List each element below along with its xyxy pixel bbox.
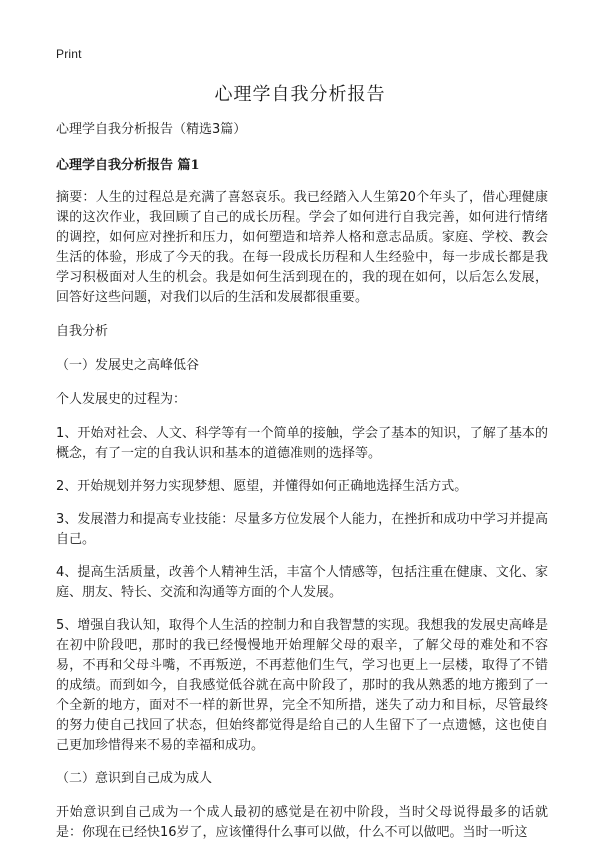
process-intro: 个人发展史的过程为： xyxy=(56,392,187,407)
document-subtitle: 心理学自我分析报告（精选3篇） xyxy=(56,122,247,137)
self-analysis-heading: 自我分析 xyxy=(56,324,109,339)
last-paragraph: 开始意识到自己成为一个成人最初的感觉是在初中阶段，当时父母说得最多的话就是：你现在已经快16岁了，应该懂得什么事可以做，什么不可以做吧。当时一听这 xyxy=(56,805,548,840)
list-item: 2、开始规划并努力实现梦想、愿望，并懂得如何正确地选择生活方式。 xyxy=(56,479,468,494)
abstract-paragraph: 摘要：人生的过程总是充满了喜怒哀乐。我已经踏入人生第20个年头了，借心理健康课的这次作业，我回顾了自己的成长历程。学会了如何进行自我完善，如何进行情绪的调控，如何应对挫折和压力，如何塑造和培养人格和意志品质。家庭、学校、教会生活的体验，形成了今天的我。在每一段成长历程和人生经验中，每一步成长都是我学习积极面对人生的机会。我是如何生活到现在的，我的现在如何，以后怎么发展，回答好这些问题，对我们以后的生活和发展都很重要。 xyxy=(56,190,548,305)
list-item: 3、发展潜力和提高专业技能：尽量多方位发展个人能力，在挫折和成功中学习并提高自己。 xyxy=(56,512,548,547)
list-item: 5、增强自我认知，取得个人生活的控制力和自我智慧的实现。我想我的发展史高峰是在初中阶段吧，那时的我已经慢慢地开始理解父母的艰辛，了解父母的难处和不容易，不再和父母斗嘴，不再叛逆，不再惹他们生气，学习也更上一层楼，取得了不错的成绩。而到如今，自我感觉低谷就在高中阶段了，那时的我从熟悉的地方搬到了一个全新的地方，面对不一样的新世界，完全不知所措，迷失了动力和目标，尽管最终的努力使自己找回了状态，但始终都觉得是给自己的人生留下了一点遗憾，这也使自己更加珍惜得来不易的幸福和成功。 xyxy=(56,618,548,753)
list-item: 4、提高生活质量，改善个人精神生活，丰富个人情感等，包括注重在健康、文化、家庭、朋友、特长、交流和沟通等方面的个人发展。 xyxy=(56,565,548,600)
part2-heading: （二）意识到自己成为成人 xyxy=(56,771,213,786)
part1-heading: （一）发展史之高峰低谷 xyxy=(56,358,200,373)
section-heading: 心理学自我分析报告 篇1 xyxy=(56,158,200,173)
document-title: 心理学自我分析报告 xyxy=(214,84,386,105)
list-item: 1、开始对社会、人文、科学等有一个简单的接触，学会了基本的知识，了解了基本的概念，有了一定的自我认识和基本的道德准则的选择等。 xyxy=(56,426,548,461)
document-body xyxy=(56,120,548,857)
print-label[interactable]: Print xyxy=(56,47,82,61)
